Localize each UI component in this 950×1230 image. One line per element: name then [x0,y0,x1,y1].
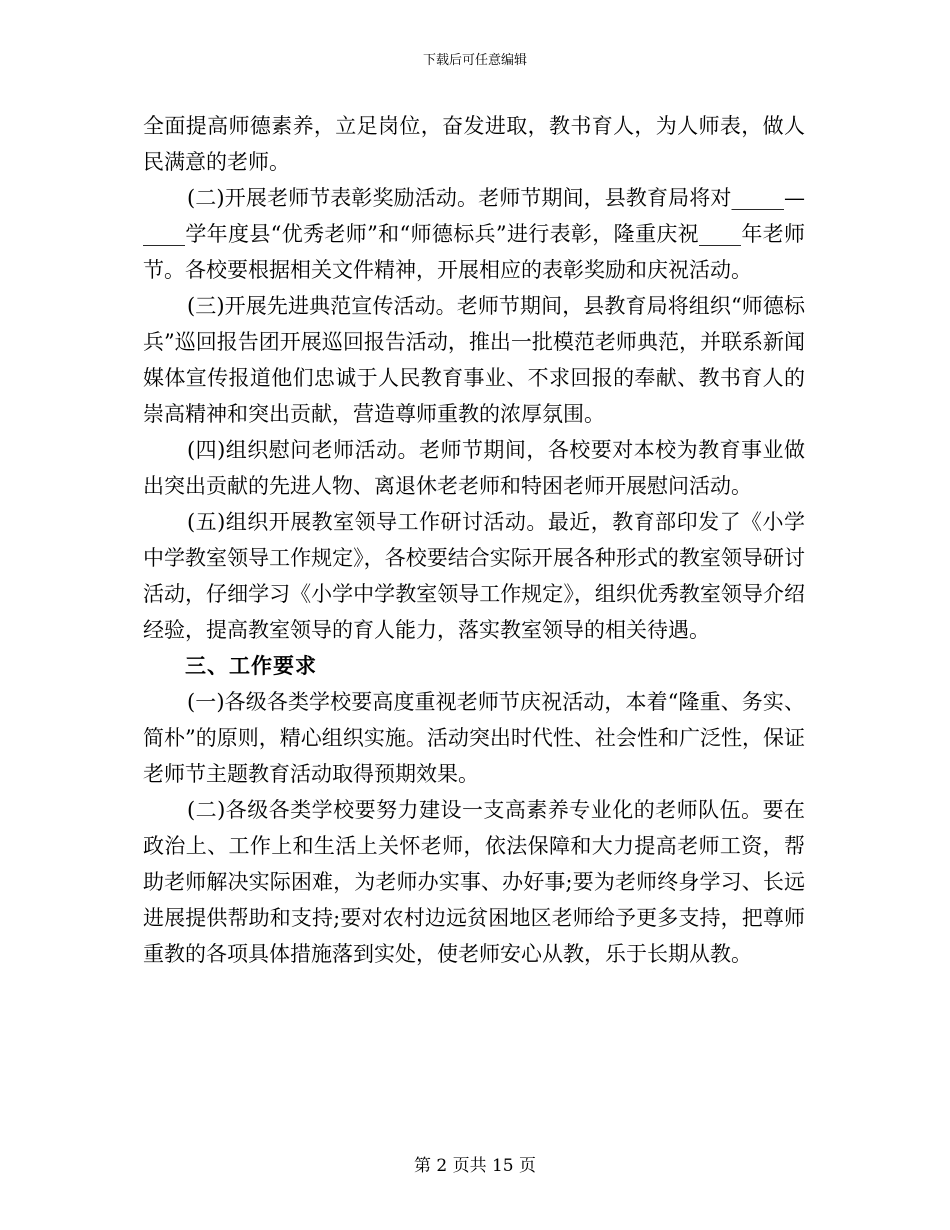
page-header: 下载后可任意编辑 [422,53,527,68]
paragraph-continuation: 全面提高师德素养，立足岗位，奋发进取，教书育人，为人师表，做人民满意的老师。 [143,114,805,174]
document-body [143,108,805,972]
paragraph-promotion-activity: (三)开展先进典范宣传活动。老师节期间，县教育局将组织“师德标兵”巡回报告团开展巡回报告活动，推出一批模范老师典范，并联系新闻媒体宣传报道他们忠诚于人民教育事业、不求回报的奉献、教书育人的崇高精神和突出贡献，营造尊师重教的浓厚氛围。 [143,294,805,426]
paragraph-award-activity: (二)开展老师节表彰奖励活动。老师节期间，县教育局将对_____—____学年度县“优秀老师”和“师德标兵”进行表彰，隆重庆祝____年老师节。各校要根据相关文件精神，开展相应的表彰奖励和庆祝活动。 [143,186,805,282]
paragraph-requirement-two: (二)各级各类学校要努力建设一支高素养专业化的老师队伍。要在政治上、工作上和生活上关怀老师，依法保障和大力提高老师工资，帮助老师解决实际困难，为老师办实事、办好事;要为老师终身学习、长远进展提供帮助和支持;要对农村边远贫困地区老师给予更多支持，把尊师重教的各项具体措施落到实处，使老师安心从教，乐于长期从教。 [143,798,805,966]
paragraph-seminar-activity: (五)组织开展教室领导工作研讨活动。最近，教育部印发了《小学中学教室领导工作规定》，各校要结合实际开展各种形式的教室领导研讨活动，仔细学习《小学中学教室领导工作规定》，组织优秀教室领导介绍经验，提高教室领导的育人能力，落实教室领导的相关待遇。 [143,510,805,642]
paragraph-visit-activity: (四)组织慰问老师活动。老师节期间，各校要对本校为教育事业做出突出贡献的先进人物、离退休老老师和特困老师开展慰问活动。 [143,438,805,498]
paragraph-requirement-one: (一)各级各类学校要高度重视老师节庆祝活动，本着“隆重、务实、简朴”的原则，精心组织实施。活动突出时代性、社会性和广泛性，保证老师节主题教育活动取得预期效果。 [143,690,805,786]
section-heading-work-requirements: 三、工作要求 [185,654,317,678]
page-number-footer: 第 2 页共 15 页 [413,1156,537,1176]
